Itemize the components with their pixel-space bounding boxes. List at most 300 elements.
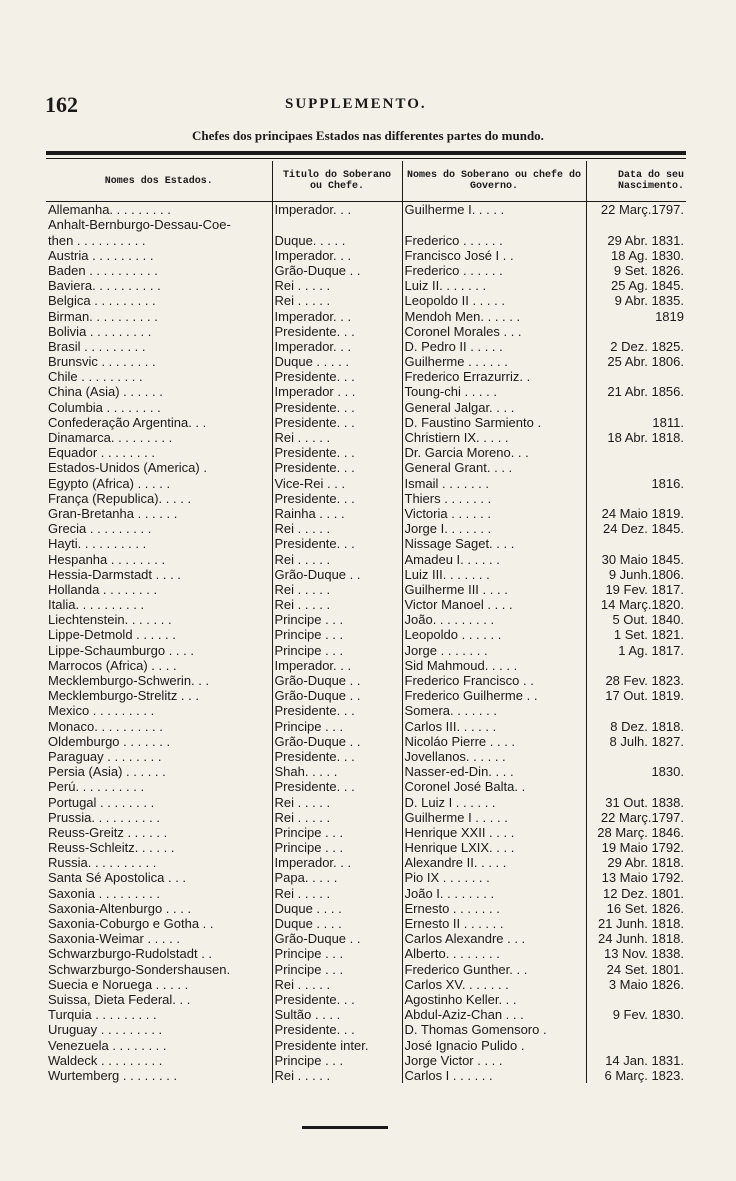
sovereign-title-cell: Presidente. . . <box>272 536 402 551</box>
sovereign-name-cell: General Jalgar. . . . <box>402 399 586 414</box>
sovereign-title-cell: Rei . . . . . <box>272 551 402 566</box>
birth-date-cell: 29 Abr. 1831. <box>586 232 686 247</box>
state-name-cell: Estados-Unidos (America) . <box>48 460 207 476</box>
birth-date-cell: 16 Set. 1826. <box>586 901 686 916</box>
table-row <box>46 521 686 536</box>
sovereign-name-cell: Alberto. . . . . . . . <box>402 946 586 961</box>
table-row <box>46 567 686 582</box>
state-name-cell: Persia (Asia) . . . . . . <box>48 764 166 780</box>
table-row <box>46 627 686 642</box>
sovereign-title-cell: Imperador. . . <box>272 308 402 323</box>
sovereign-title-cell: Principe . . . <box>272 825 402 840</box>
birth-date-cell: 18 Abr. 1818. <box>586 430 686 445</box>
sovereign-name-cell: Francisco José I . . <box>402 248 586 263</box>
sovereign-name-cell: Jovellanos. . . . . . <box>402 749 586 764</box>
sovereign-title-cell: Presidente. . . <box>272 369 402 384</box>
birth-date-cell <box>586 491 686 506</box>
birth-date-cell: 1 Set. 1821. <box>586 627 686 642</box>
state-name-cell: Mexico . . . . . . . . . <box>48 703 155 719</box>
birth-date-cell: 21 Abr. 1856. <box>586 384 686 399</box>
birth-date-cell: 24 Set. 1801. <box>586 961 686 976</box>
header-birth-date: Data do seu Nascimento. <box>586 161 686 202</box>
sovereign-name-cell: Leopoldo . . . . . . <box>402 627 586 642</box>
sovereign-title-cell: Principe . . . <box>272 1053 402 1068</box>
birth-date-cell <box>586 703 686 718</box>
state-name-cell: Lippe-Detmold . . . . . . <box>48 627 176 643</box>
state-name-cell: Allemanha. . . . . . . . . <box>48 202 171 218</box>
sovereign-name-cell: Mendoh Men. . . . . . <box>402 308 586 323</box>
sovereign-title-cell: Presidente. . . <box>272 1022 402 1037</box>
state-name-cell: Lippe-Schaumburgo . . . . <box>48 642 194 658</box>
table-row <box>46 688 686 703</box>
sovereign-name-cell: Victor Manoel . . . . <box>402 597 586 612</box>
birth-date-cell: 6 Març. 1823. <box>586 1068 686 1083</box>
sovereign-title-cell: Grão-Duque . . <box>272 688 402 703</box>
table-row <box>46 278 686 293</box>
sovereign-name-cell: Luiz II. . . . . . . <box>402 278 586 293</box>
sovereign-name-cell: Leopoldo II . . . . . <box>402 293 586 308</box>
birth-date-cell: 14 Jan. 1831. <box>586 1053 686 1068</box>
state-name-cell: Schwarzburgo-Rudolstadt . . <box>48 946 213 962</box>
state-name-cell: Portugal . . . . . . . . <box>48 794 155 810</box>
birth-date-cell: 12 Dez. 1801. <box>586 885 686 900</box>
birth-date-cell: 18 Ag. 1830. <box>586 248 686 263</box>
sovereign-title-cell: Duque. . . . . <box>272 232 402 247</box>
state-name-cell: França (Republica). . . . . <box>48 490 192 506</box>
table-row <box>46 308 686 323</box>
birth-date-cell: 31 Out. 1838. <box>586 794 686 809</box>
table-body <box>46 202 686 1083</box>
state-name-cell: Perú. . . . . . . . . . <box>48 779 145 795</box>
sovereign-name-cell: Frederico Errazurriz. . <box>402 369 586 384</box>
sovereign-title-cell: Presidente. . . <box>272 703 402 718</box>
birth-date-cell: 9 Junh.1806. <box>586 567 686 582</box>
birth-date-cell <box>586 369 686 384</box>
sovereign-name-cell: Frederico Guilherme . . <box>402 688 586 703</box>
sovereign-title-cell: Presidente. . . <box>272 399 402 414</box>
birth-date-cell: 28 Fev. 1823. <box>586 673 686 688</box>
sovereign-title-cell: Principe . . . <box>272 961 402 976</box>
state-name-cell: Italia. . . . . . . . . . <box>48 597 145 613</box>
sovereign-name-cell: Toung-chi . . . . . <box>402 384 586 399</box>
sovereign-title-cell: Presidente. . . <box>272 491 402 506</box>
birth-date-cell <box>586 399 686 414</box>
state-name-cell: Confederação Argentina. . . <box>48 414 207 430</box>
table-row <box>46 642 686 657</box>
sovereign-name-cell: João I. . . . . . . . <box>402 885 586 900</box>
birth-date-cell <box>586 658 686 673</box>
birth-date-cell: 1816. <box>586 475 686 490</box>
sovereign-title-cell: Presidente. . . <box>272 992 402 1007</box>
state-name-cell: Columbia . . . . . . . . <box>48 399 161 415</box>
state-name-cell: Brunsvic . . . . . . . . <box>48 354 156 370</box>
state-name-cell: Baviera. . . . . . . . . . <box>48 278 161 294</box>
sovereign-name-cell: Henrique XXII . . . . <box>402 825 586 840</box>
sovereign-title-cell: Papa. . . . . <box>272 870 402 885</box>
state-name-cell: Saxonia-Altenburgo . . . . <box>48 900 192 916</box>
sovereign-name-cell: Jorge . . . . . . . <box>402 642 586 657</box>
sovereign-title-cell: Duque . . . . . <box>272 354 402 369</box>
birth-date-cell: 25 Abr. 1806. <box>586 354 686 369</box>
sovereign-title-cell: Vice-Rei . . . <box>272 475 402 490</box>
sovereign-title-cell: Principe . . . <box>272 718 402 733</box>
table-row <box>46 1068 686 1083</box>
birth-date-cell: 28 Març. 1846. <box>586 825 686 840</box>
sovereign-title-cell: Presidente. . . <box>272 460 402 475</box>
table-row <box>46 901 686 916</box>
sovereign-name-cell: Jorge Victor . . . . <box>402 1053 586 1068</box>
birth-date-cell <box>586 749 686 764</box>
sovereign-name-cell: Guilherme I . . . . . <box>402 810 586 825</box>
sovereign-name-cell: Guilherme . . . . . . <box>402 354 586 369</box>
sovereign-name-cell: Amadeu I. . . . . . <box>402 551 586 566</box>
table-row <box>46 597 686 612</box>
state-name-cell: Egypto (Africa) . . . . . <box>48 475 171 491</box>
table-row <box>46 339 686 354</box>
table-row <box>46 825 686 840</box>
table-row <box>46 430 686 445</box>
sovereign-name-cell <box>402 217 586 232</box>
state-name-cell: Suissa, Dieta Federal. . . <box>48 991 191 1007</box>
state-name-cell: Paraguay . . . . . . . . <box>48 748 162 764</box>
sovereign-name-cell: Coronel Morales . . . <box>402 324 586 339</box>
sovereign-title-cell: Imperador. . . <box>272 855 402 870</box>
birth-date-cell <box>586 536 686 551</box>
state-name-cell: Hespanha . . . . . . . . <box>48 551 166 567</box>
sovereign-name-cell: Thiers . . . . . . . <box>402 491 586 506</box>
state-name-cell: Brasil . . . . . . . . . <box>48 338 146 354</box>
sovereign-title-cell: Presidente. . . <box>272 415 402 430</box>
table-row <box>46 475 686 490</box>
state-name-cell: China (Asia) . . . . . . <box>48 384 163 400</box>
sovereign-title-cell: Rainha . . . . <box>272 506 402 521</box>
table-row <box>46 977 686 992</box>
state-name-cell: Anhalt-Bernburgo-Dessau-Coe- <box>48 217 231 233</box>
sovereign-name-cell: João. . . . . . . . . <box>402 612 586 627</box>
table-row <box>46 885 686 900</box>
table-row <box>46 1053 686 1068</box>
birth-date-cell: 21 Junh. 1818. <box>586 916 686 931</box>
table-row <box>46 324 686 339</box>
sovereign-title-cell: Presidente inter. <box>272 1037 402 1052</box>
sovereign-name-cell: Sid Mahmoud. . . . . <box>402 658 586 673</box>
table-row <box>46 232 686 247</box>
state-name-cell: Venezuela . . . . . . . . <box>48 1037 167 1053</box>
sovereign-name-cell: Pio IX . . . . . . . <box>402 870 586 885</box>
table-row <box>46 217 686 232</box>
state-name-cell: Russia. . . . . . . . . . <box>48 855 157 871</box>
state-name-cell: Reuss-Greitz . . . . . . <box>48 824 168 840</box>
sovereign-title-cell: Imperador. . . <box>272 339 402 354</box>
sovereign-name-cell: Frederico Francisco . . <box>402 673 586 688</box>
sovereign-title-cell: Principe . . . <box>272 612 402 627</box>
table-row <box>46 582 686 597</box>
state-name-cell: Austria . . . . . . . . . <box>48 247 154 263</box>
header-state-names: Nomes dos Estados. <box>46 161 272 202</box>
birth-date-cell: 19 Fev. 1817. <box>586 582 686 597</box>
table-row <box>46 460 686 475</box>
header-sovereign-name: Nomes do Soberano ou chefe do Governo. <box>402 161 586 202</box>
birth-date-cell: 8 Julh. 1827. <box>586 734 686 749</box>
table-row <box>46 734 686 749</box>
state-name-cell: Equador . . . . . . . . <box>48 445 155 461</box>
state-name-cell: Baden . . . . . . . . . . <box>48 262 158 278</box>
sovereign-name-cell: Frederico . . . . . . <box>402 232 586 247</box>
sovereign-title-cell <box>272 217 402 232</box>
birth-date-cell: 2 Dez. 1825. <box>586 339 686 354</box>
state-name-cell: Grecia . . . . . . . . . <box>48 521 152 537</box>
header-rule-thin <box>46 158 686 159</box>
sovereign-title-cell: Grão-Duque . . <box>272 567 402 582</box>
sovereign-title-cell: Grão-Duque . . <box>272 263 402 278</box>
sovereign-title-cell: Principe . . . <box>272 840 402 855</box>
sovereign-name-cell: Ernesto II . . . . . . <box>402 916 586 931</box>
birth-date-cell: 24 Dez. 1845. <box>586 521 686 536</box>
state-name-cell: Schwarzburgo-Sondershausen. <box>48 961 231 977</box>
sovereign-name-cell: Ernesto . . . . . . . <box>402 901 586 916</box>
table-row <box>46 445 686 460</box>
sovereign-title-cell: Rei . . . . . <box>272 597 402 612</box>
birth-date-cell: 14 Març.1820. <box>586 597 686 612</box>
sovereign-title-cell: Grão-Duque . . <box>272 673 402 688</box>
sovereign-name-cell: Frederico Gunther. . . <box>402 961 586 976</box>
table-row <box>46 202 686 218</box>
closing-rule <box>302 1126 388 1129</box>
state-name-cell: Dinamarca. . . . . . . . . <box>48 430 173 445</box>
table-row <box>46 293 686 308</box>
sovereign-title-cell: Duque . . . . <box>272 901 402 916</box>
state-name-cell: Turquia . . . . . . . . . <box>48 1007 157 1023</box>
birth-date-cell: 22 Març.1797. <box>586 810 686 825</box>
birth-date-cell: 13 Maio 1792. <box>586 870 686 885</box>
table-row <box>46 810 686 825</box>
sovereign-title-cell: Rei . . . . . <box>272 1068 402 1083</box>
sovereign-name-cell: Henrique LXIX. . . . <box>402 840 586 855</box>
state-name-cell: Marrocos (Africa) . . . . <box>48 657 177 673</box>
sovereign-title-cell: Presidente. . . <box>272 445 402 460</box>
header-sovereign-title: Titulo do Soberano ou Chefe. <box>272 161 402 202</box>
table-row <box>46 415 686 430</box>
state-name-cell: Gran-Bretanha . . . . . . <box>48 505 178 521</box>
state-name-cell: Saxonia-Weimar . . . . . <box>48 931 180 947</box>
birth-date-cell: 30 Maio 1845. <box>586 551 686 566</box>
sovereign-name-cell: General Grant. . . . <box>402 460 586 475</box>
state-name-cell: Hessia-Darmstadt . . . . <box>48 566 181 582</box>
birth-date-cell: 9 Fev. 1830. <box>586 1007 686 1022</box>
table-row <box>46 369 686 384</box>
table-row <box>46 855 686 870</box>
table-row <box>46 779 686 794</box>
state-name-cell: Wurtemberg . . . . . . . . <box>48 1067 178 1083</box>
sovereign-title-cell: Presidente. . . <box>272 324 402 339</box>
birth-date-cell: 25 Ag. 1845. <box>586 278 686 293</box>
birth-date-cell <box>586 992 686 1007</box>
sovereign-name-cell: José Ignacio Pulido . <box>402 1037 586 1052</box>
running-head: SUPPLEMENTO. <box>285 96 427 112</box>
sovereign-title-cell: Rei . . . . . <box>272 278 402 293</box>
sovereign-name-cell: D. Faustino Sarmiento . <box>402 415 586 430</box>
birth-date-cell: 29 Abr. 1818. <box>586 855 686 870</box>
sovereign-name-cell: Alexandre II. . . . . <box>402 855 586 870</box>
birth-date-cell: 24 Junh. 1818. <box>586 931 686 946</box>
table-row <box>46 992 686 1007</box>
state-name-cell: Oldemburgo . . . . . . . <box>48 733 171 749</box>
sovereign-name-cell: D. Luiz I . . . . . . <box>402 794 586 809</box>
table-row <box>46 794 686 809</box>
state-name-cell: Hollanda . . . . . . . . <box>48 581 158 597</box>
birth-date-cell <box>586 217 686 232</box>
sovereign-name-cell: Abdul-Aziz-Chan . . . <box>402 1007 586 1022</box>
birth-date-cell: 1819 <box>586 308 686 323</box>
table-row <box>46 961 686 976</box>
sovereign-title-cell: Grão-Duque . . <box>272 734 402 749</box>
state-name-cell: Suecia e Noruega . . . . . <box>48 976 189 992</box>
state-name-cell: Chile . . . . . . . . . <box>48 369 143 385</box>
table-row <box>46 491 686 506</box>
table-row <box>46 673 686 688</box>
sovereign-name-cell: Coronel José Balta. . <box>402 779 586 794</box>
state-name-cell: Hayti. . . . . . . . . . <box>48 536 147 552</box>
sovereign-title-cell: Rei . . . . . <box>272 293 402 308</box>
birth-date-cell: 1 Ag. 1817. <box>586 642 686 657</box>
sovereign-title-cell: Imperador. . . <box>272 202 402 218</box>
sovereign-name-cell: Carlos Alexandre . . . <box>402 931 586 946</box>
sovereign-name-cell: Agostinho Keller. . . <box>402 992 586 1007</box>
sovereign-title-cell: Principe . . . <box>272 946 402 961</box>
table-row <box>46 551 686 566</box>
state-name-cell: then . . . . . . . . . . <box>48 232 146 248</box>
sovereign-name-cell: Nissage Saget. . . . <box>402 536 586 551</box>
birth-date-cell: 24 Maio 1819. <box>586 506 686 521</box>
sovereign-title-cell: Duque . . . . <box>272 916 402 931</box>
birth-date-cell: 22 Març.1797. <box>586 202 686 218</box>
table-row <box>46 612 686 627</box>
birth-date-cell: 9 Set. 1826. <box>586 263 686 278</box>
sovereign-title-cell: Rei . . . . . <box>272 977 402 992</box>
state-name-cell: Saxonia-Coburgo e Gotha . . <box>48 916 214 931</box>
state-name-cell: Birman. . . . . . . . . . <box>48 308 158 324</box>
state-name-cell: Monaco. . . . . . . . . . <box>48 718 163 734</box>
sovereign-name-cell: Carlos III. . . . . . <box>402 718 586 733</box>
sovereign-title-cell: Grão-Duque . . <box>272 931 402 946</box>
state-name-cell: Reuss-Schleitz. . . . . . <box>48 840 175 856</box>
sovereign-name-cell: Ismail . . . . . . . <box>402 475 586 490</box>
table-row <box>46 764 686 779</box>
sovereign-name-cell: Carlos I . . . . . . <box>402 1068 586 1083</box>
sovereign-name-cell: Somera. . . . . . . <box>402 703 586 718</box>
state-name-cell: Uruguay . . . . . . . . . <box>48 1022 163 1038</box>
sovereign-name-cell: Nicoláo Pierre . . . . <box>402 734 586 749</box>
sovereign-name-cell: D. Thomas Gomensoro . <box>402 1022 586 1037</box>
birth-date-cell: 1811. <box>586 415 686 430</box>
sovereign-name-cell: Frederico . . . . . . <box>402 263 586 278</box>
sovereign-title-cell: Principe . . . <box>272 642 402 657</box>
state-name-cell: Waldeck . . . . . . . . . <box>48 1052 163 1068</box>
birth-date-cell: 1830. <box>586 764 686 779</box>
sovereign-title-cell: Rei . . . . . <box>272 794 402 809</box>
state-name-cell: Belgica . . . . . . . . . <box>48 293 156 309</box>
sovereign-title-cell: Rei . . . . . <box>272 810 402 825</box>
table-row <box>46 916 686 931</box>
birth-date-cell: 13 Nov. 1838. <box>586 946 686 961</box>
table-row <box>46 703 686 718</box>
table-row <box>46 354 686 369</box>
page-number: 162 <box>45 92 78 117</box>
sovereign-title-cell: Imperador . . . <box>272 384 402 399</box>
state-name-cell: Mecklemburgo-Strelitz . . . <box>48 688 199 704</box>
birth-date-cell <box>586 324 686 339</box>
sovereign-title-cell: Rei . . . . . <box>272 430 402 445</box>
table-row <box>46 263 686 278</box>
table-row <box>46 718 686 733</box>
table-row <box>46 536 686 551</box>
sovereign-name-cell: Guilherme I. . . . . <box>402 202 586 218</box>
table-row <box>46 399 686 414</box>
table-row <box>46 248 686 263</box>
state-name-cell: Bolivia . . . . . . . . . <box>48 323 152 339</box>
sovereign-name-cell: Victoria . . . . . . <box>402 506 586 521</box>
birth-date-cell: 3 Maio 1826. <box>586 977 686 992</box>
birth-date-cell <box>586 1022 686 1037</box>
birth-date-cell <box>586 460 686 475</box>
table-row <box>46 658 686 673</box>
sovereign-title-cell: Rei . . . . . <box>272 521 402 536</box>
birth-date-cell <box>586 1037 686 1052</box>
page-subtitle: Chefes dos principaes Estados nas differentes partes do mundo. <box>192 128 544 143</box>
state-name-cell: Saxonia . . . . . . . . . <box>48 885 160 901</box>
birth-date-cell: 9 Abr. 1835. <box>586 293 686 308</box>
sovereign-title-cell: Presidente. . . <box>272 749 402 764</box>
header-rule-thick <box>46 151 686 155</box>
sovereign-name-cell: Luiz III. . . . . . . <box>402 567 586 582</box>
table-row <box>46 1037 686 1052</box>
sovereign-title-cell: Rei . . . . . <box>272 885 402 900</box>
sovereign-name-cell: Jorge I. . . . . . . <box>402 521 586 536</box>
sovereign-title-cell: Principe . . . <box>272 627 402 642</box>
table-row <box>46 506 686 521</box>
sovereign-name-cell: Carlos XV. . . . . . . <box>402 977 586 992</box>
table-row <box>46 946 686 961</box>
state-name-cell: Liechtenstein. . . . . . . <box>48 612 172 628</box>
sovereign-title-cell: Rei . . . . . <box>272 582 402 597</box>
sovereign-title-cell: Sultão . . . . <box>272 1007 402 1022</box>
table-row <box>46 384 686 399</box>
table-row <box>46 1007 686 1022</box>
table-row <box>46 931 686 946</box>
table-row <box>46 840 686 855</box>
state-name-cell: Mecklemburgo-Schwerin. . . <box>48 673 210 688</box>
table-header-row <box>46 161 686 202</box>
birth-date-cell: 8 Dez. 1818. <box>586 718 686 733</box>
table-row <box>46 870 686 885</box>
state-name-cell: Prussia. . . . . . . . . . <box>48 809 160 825</box>
sovereign-name-cell: D. Pedro II . . . . . <box>402 339 586 354</box>
sovereign-name-cell: Nasser-ed-Din. . . . <box>402 764 586 779</box>
table-row <box>46 1022 686 1037</box>
sovereign-title-cell: Shah. . . . . <box>272 764 402 779</box>
heads-of-state-table <box>46 161 686 1083</box>
table-row <box>46 749 686 764</box>
sovereign-title-cell: Presidente. . . <box>272 779 402 794</box>
sovereign-name-cell: Dr. Garcia Moreno. . . <box>402 445 586 460</box>
birth-date-cell: 17 Out. 1819. <box>586 688 686 703</box>
state-name-cell: Santa Sé Apostolica . . . <box>48 870 187 886</box>
birth-date-cell: 5 Out. 1840. <box>586 612 686 627</box>
birth-date-cell: 19 Maio 1792. <box>586 840 686 855</box>
sovereign-name-cell: Christiern IX. . . . . <box>402 430 586 445</box>
sovereign-title-cell: Imperador. . . <box>272 658 402 673</box>
birth-date-cell <box>586 779 686 794</box>
